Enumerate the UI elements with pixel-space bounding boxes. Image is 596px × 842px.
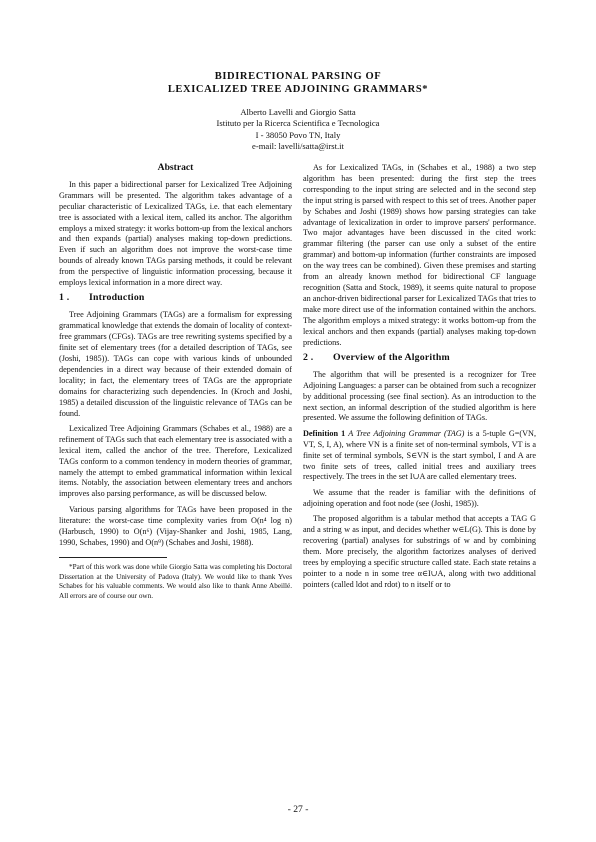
footnote: *Part of this work was done while Giorgio Satta was completing his Doctoral Dissertation at the University of Padova (Italy). We would like to thank Yves Schabes for his valuable comments. We would also like to thank Anne Abeillé. All errors are of course our own.	[59, 563, 292, 600]
definition-text: is a 5-tuple G=(VN, VT, S, I, A), where VN is a finite set of non-terminal symbols, VT is a finite set of terminal symbols, S∈VN is the start symbol, I and A are two finite sets of trees, called initial trees and auxiliary trees respectively. The trees in the set I∪A are called elementary trees.	[303, 428, 536, 482]
section-1-paragraph: Tree Adjoining Grammars (TAGs) are a formalism for expressing grammatical knowledge that extends the domain of locality of context-free grammars (CFGs). TAGs are tree rewriting systems specified by a finite set of elementary trees (for a detailed description of TAGs, see (Joshi, 1985)). TAGs can cope with various kinds of unbounded dependencies in a direct way because of their extended domain of locality; in fact, the elementary trees of TAGs are the appropriate domains for characterizing such dependencies. In (Kroch and Joshi, 1985) a detailed discussion of the linguistic relevance of TAGs can be found.	[59, 310, 292, 418]
definition-1	[303, 429, 536, 484]
author-names: Alberto Lavelli and Giorgio Satta	[240, 107, 356, 117]
page-number: - 27 -	[287, 804, 309, 815]
right-column	[303, 163, 536, 595]
section-2-number: 2 .	[303, 351, 314, 363]
definition-name: A Tree Adjoining Grammar (TAG)	[348, 428, 465, 438]
section-1-title: Introduction	[89, 292, 145, 304]
section-1-number: 1 .	[59, 292, 70, 304]
section-1-paragraph: Various parsing algorithms for TAGs have been proposed in the literature: the worst-case time complexity varies from O(n⁴ log n) (Harbusch, 1990) to O(n⁶) (Vijay-Shanker and Joshi, 1985, Lang, 1990, Schabes, 1990) and O(n⁹) (Schabes and Joshi, 1988).	[59, 504, 292, 547]
section-2-paragraph: We assume that the reader is familiar with the definitions of adjoining operation and foot node (see (Joshi, 1985)).	[303, 487, 536, 508]
body-paragraph: As for Lexicalized TAGs, in (Schabes et al., 1988) a two step algorithm has been presented: during the first step the trees corresponding to the input string are selected and in the second step the input string is parsed with respect to this set of trees. Another paper by Schabes and Joshi (1989) shows how parsing strategies can take advantage of lexicalization in order to improve parsers' performance. Two major advantages have been discussed in the cited work: grammar filtering (the parser can use only a subset of the entire grammar) and bottom-up information (further constraints are imposed on the way trees can be combined). Given these premises and starting from an already known method for bidirectional CF language recognition (Satta and Stock, 1989), it seems quite natural to propose an anchor-driven bidirectional parser for Lexicalized TAGs that tries to make more direct use of the information contained within the anchors. The algorithm employs a mixed strategy: it works bottom-up from the lexical anchors and then expands (partial) analyses making top-down predictions.	[303, 163, 536, 347]
left-column	[59, 163, 292, 606]
address: I - 38050 Povo TN, Italy	[255, 129, 341, 140]
section-2-title: Overview of the Algorithm	[333, 351, 450, 363]
section-2-heading	[303, 353, 536, 364]
affiliation: Istituto per la Ricerca Scientifica e Tecnologica	[216, 118, 380, 129]
section-1-paragraph: Lexicalized Tree Adjoining Grammars (Schabes et al., 1988) are a refinement of TAGs such that each elementary tree is associated with a lexical item, called the anchor of the tree. Therefore, Lexicalized TAGs conform to a common tendency in modern theories of grammar, namely the attempt to embed grammatical information within lexical items. Notably, the association between elementary trees and anchors improves also parsing performance, as will be discussed below.	[59, 423, 292, 499]
definition-label: Definition 1	[303, 428, 346, 438]
abstract-heading: Abstract	[157, 162, 194, 173]
email: e-mail: lavelli/satta@irst.it	[252, 141, 344, 152]
paper-title-line2: LEXICALIZED TREE ADJOINING GRAMMARS*	[167, 84, 429, 95]
abstract-paragraph: In this paper a bidirectional parser for Lexicalized Tree Adjoining Grammars will be presented. The algorithm takes advantage of a peculiar characteristic of Lexicalized TAGs, i.e. that each elementary tree is associated with a lexical item, called its anchor. The algorithm employs a mixed strategy: it works bottom-up from the lexical anchors and then expands (partial) analyses making top-down predictions. Even if such an algorithm does not improve the worst-case time bounds of already known TAGs parsing methods, it could be relevant from the perspective of linguistic information processing, because it employs lexical information in a more direct way.	[59, 179, 292, 288]
footnote-rule	[59, 557, 167, 558]
section-1-heading	[59, 293, 292, 304]
paper-title-line1: BIDIRECTIONAL PARSING OF	[214, 71, 382, 82]
section-2-paragraph: The proposed algorithm is a tabular method that accepts a TAG G and a string w as input, and decides whether w∈L(G). This is done by recovering (partial) analyses for substrings of w and by combining them. More precisely, the algorithm factorizes analyses of derived trees by employing a specific structure called state. Each state retains a pointer to a node n in some tree α∈I∪A, along with two additional pointers (called ldot and rdot) to n itself or to	[303, 514, 536, 589]
section-2-paragraph: The algorithm that will be presented is a recognizer for Tree Adjoining Languages: a parser can be obtained from such a recognizer by additional processing (see final section). As an introduction to the next section, an informal description of the studied algorithm is here presented. We assume the following definition of TAGs.	[303, 369, 536, 423]
author-block	[0, 107, 596, 153]
